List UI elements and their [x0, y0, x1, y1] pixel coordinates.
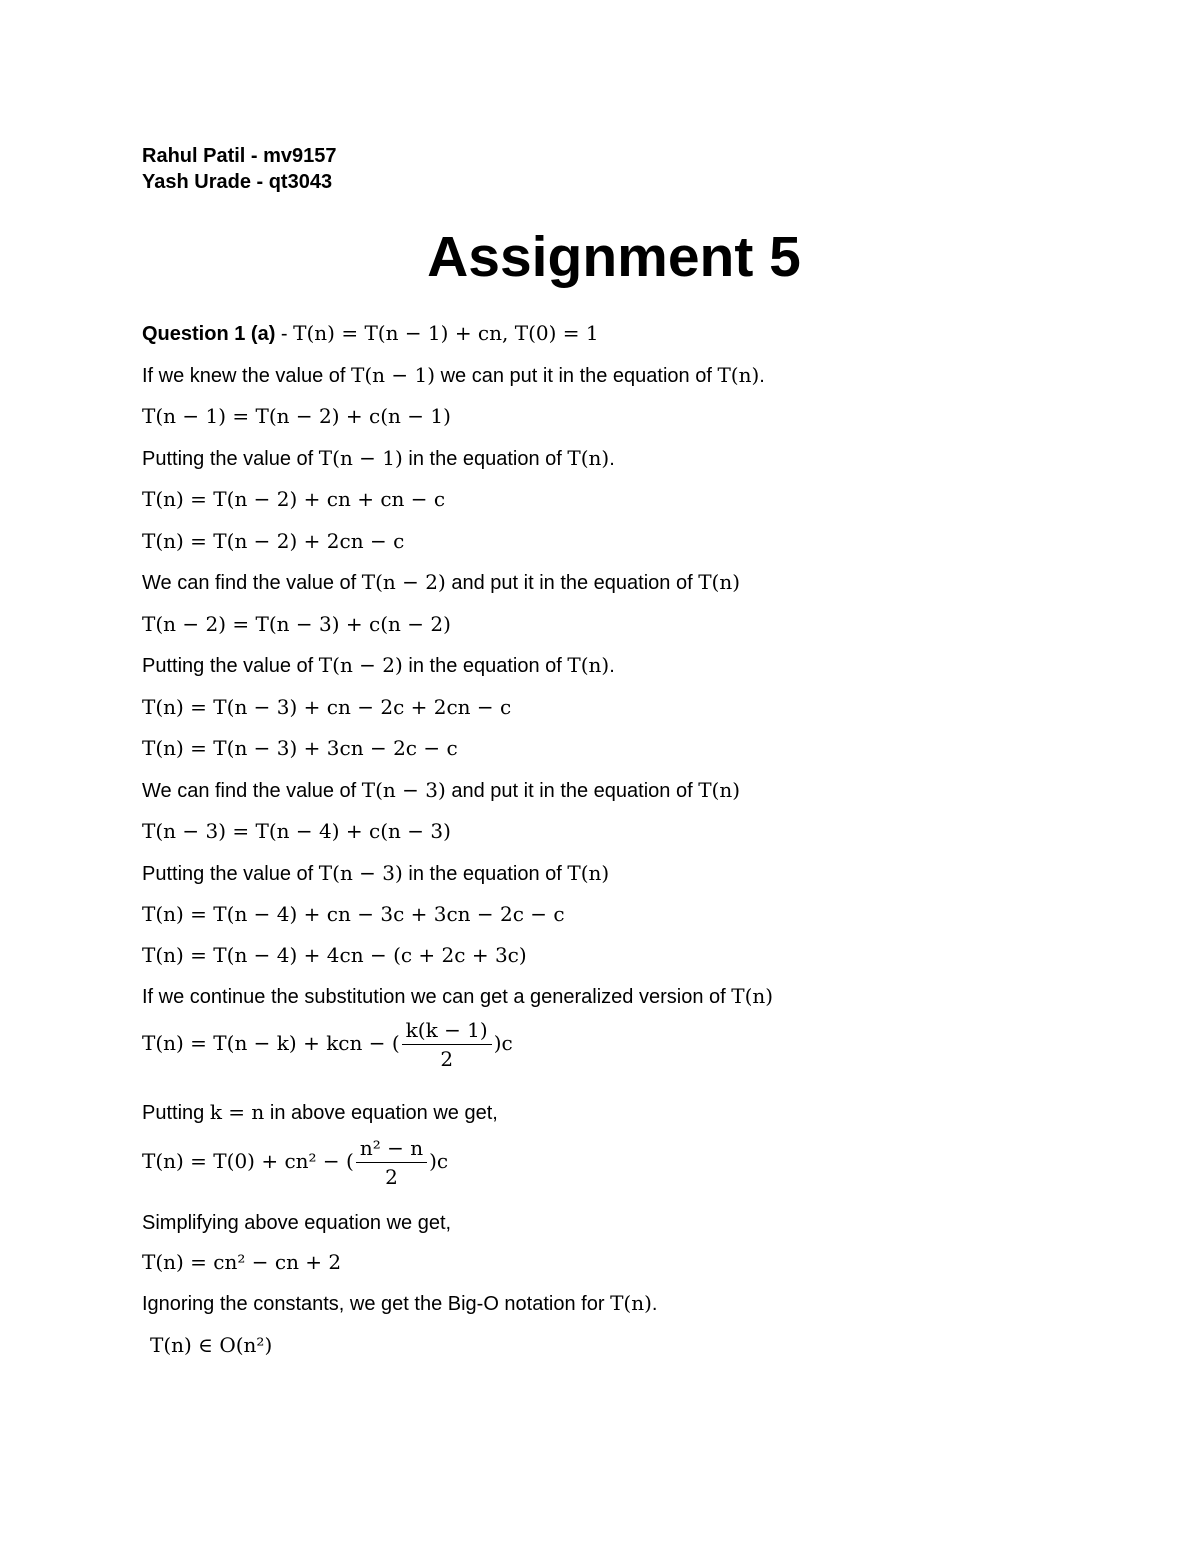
text-fragment: .: [609, 448, 615, 470]
inline-math: T(n − 1): [318, 446, 403, 470]
inline-math: T(n − 1): [351, 363, 436, 387]
fraction: [402, 1018, 492, 1071]
text-line-7: [142, 983, 773, 1010]
text-fragment: Putting the value of: [142, 448, 319, 470]
text-fragment: and put it in the equation of: [445, 572, 699, 594]
math-line-4: T(n − 2) = T(n − 3) + c(n − 2): [142, 612, 451, 636]
text-fragment: .: [609, 655, 615, 677]
inline-math: T(n): [717, 363, 760, 387]
fraction-numerator: n² − n: [356, 1136, 427, 1163]
text-line-1: [142, 362, 765, 389]
inline-math: T(n − 3): [361, 778, 446, 802]
author-1: Rahul Patil - mv9157: [142, 145, 337, 167]
text-line-9: Simplifying above equation we get,: [142, 1212, 452, 1234]
text-line-4: [142, 652, 615, 679]
question-heading: [142, 320, 599, 347]
fraction-denominator: 2: [440, 1047, 454, 1071]
math-line-1: T(n − 1) = T(n − 2) + c(n − 1): [142, 404, 451, 428]
inline-math: T(n − 3): [318, 861, 403, 885]
text-fragment: If we knew the value of: [142, 365, 352, 387]
text-fragment: in above equation we get,: [264, 1102, 498, 1124]
text-fragment: Putting: [142, 1102, 210, 1124]
equation-lhs: T(n) = T(n − k) + kcn − (: [142, 1031, 400, 1055]
fraction-numerator: k(k − 1): [402, 1018, 492, 1045]
text-fragment: in the equation of: [402, 655, 568, 677]
author-2: Yash Urade - qt3043: [142, 171, 333, 193]
inline-math: T(n): [698, 570, 741, 594]
inline-math: T(n): [731, 984, 774, 1008]
math-line-6: T(n) = T(n − 3) + 3cn − 2c − c: [142, 736, 458, 760]
text-line-2: [142, 445, 615, 472]
text-line-8: [142, 1099, 498, 1126]
question-label: Question 1 (a): [142, 323, 276, 345]
equation-rhs: )c: [493, 1031, 513, 1055]
inline-math: T(n): [567, 446, 610, 470]
math-line-5: T(n) = T(n − 3) + cn − 2c + 2cn − c: [142, 695, 512, 719]
math-line-9: T(n) = T(n − 4) + 4cn − (c + 2c + 3c): [142, 943, 527, 967]
text-line-6: [142, 860, 609, 887]
math-line-3: T(n) = T(n − 2) + 2cn − c: [142, 529, 405, 553]
text-fragment: If we continue the substitution we can get a generalized version of: [142, 986, 732, 1008]
text-fragment: Putting the value of: [142, 863, 319, 885]
fraction-denominator: 2: [385, 1165, 398, 1189]
math-line-7: T(n − 3) = T(n − 4) + c(n − 3): [142, 819, 451, 843]
question-statement: T(n) = T(n − 1) + cn, T(0) = 1: [293, 321, 599, 345]
substituted-equation: [142, 1136, 448, 1189]
inline-math: T(n − 2): [318, 653, 403, 677]
page-title: Assignment 5: [427, 225, 801, 289]
text-fragment: .: [759, 365, 765, 387]
math-line-8: T(n) = T(n − 4) + cn − 3c + 3cn − 2c − c: [142, 902, 565, 926]
simplified-equation: T(n) = cn² − cn + 2: [142, 1250, 342, 1274]
inline-math: T(n): [567, 861, 610, 885]
math-line-2: T(n) = T(n − 2) + cn + cn − c: [142, 487, 446, 511]
text-fragment: Putting the value of: [142, 655, 319, 677]
big-o-result: T(n) ∈ O(n²): [150, 1333, 273, 1357]
text-fragment: We can find the value of: [142, 572, 362, 594]
inline-math: T(n): [698, 778, 741, 802]
inline-math: T(n − 2): [361, 570, 446, 594]
fraction: [356, 1136, 427, 1189]
equation-lhs: T(n) = T(0) + cn² − (: [142, 1149, 354, 1173]
text-fragment: .: [651, 1293, 658, 1315]
text-fragment: We can find the value of: [142, 780, 362, 802]
question-separator: -: [275, 323, 294, 345]
text-line-10: [142, 1290, 657, 1317]
inline-math: T(n): [610, 1291, 652, 1315]
text-line-3: [142, 569, 740, 596]
text-fragment: in the equation of: [402, 448, 568, 470]
authors-block: [142, 143, 337, 195]
inline-math: T(n): [567, 653, 610, 677]
equation-rhs: )c: [429, 1149, 449, 1173]
text-fragment: and put it in the equation of: [445, 780, 699, 802]
general-equation: [142, 1018, 513, 1071]
inline-math: k = n: [209, 1100, 265, 1124]
text-fragment: we can put it in the equation of: [435, 365, 718, 387]
text-fragment: Ignoring the constants, we get the Big-O notation for: [142, 1293, 611, 1315]
text-fragment: in the equation of: [402, 863, 568, 885]
text-line-5: [142, 777, 740, 804]
